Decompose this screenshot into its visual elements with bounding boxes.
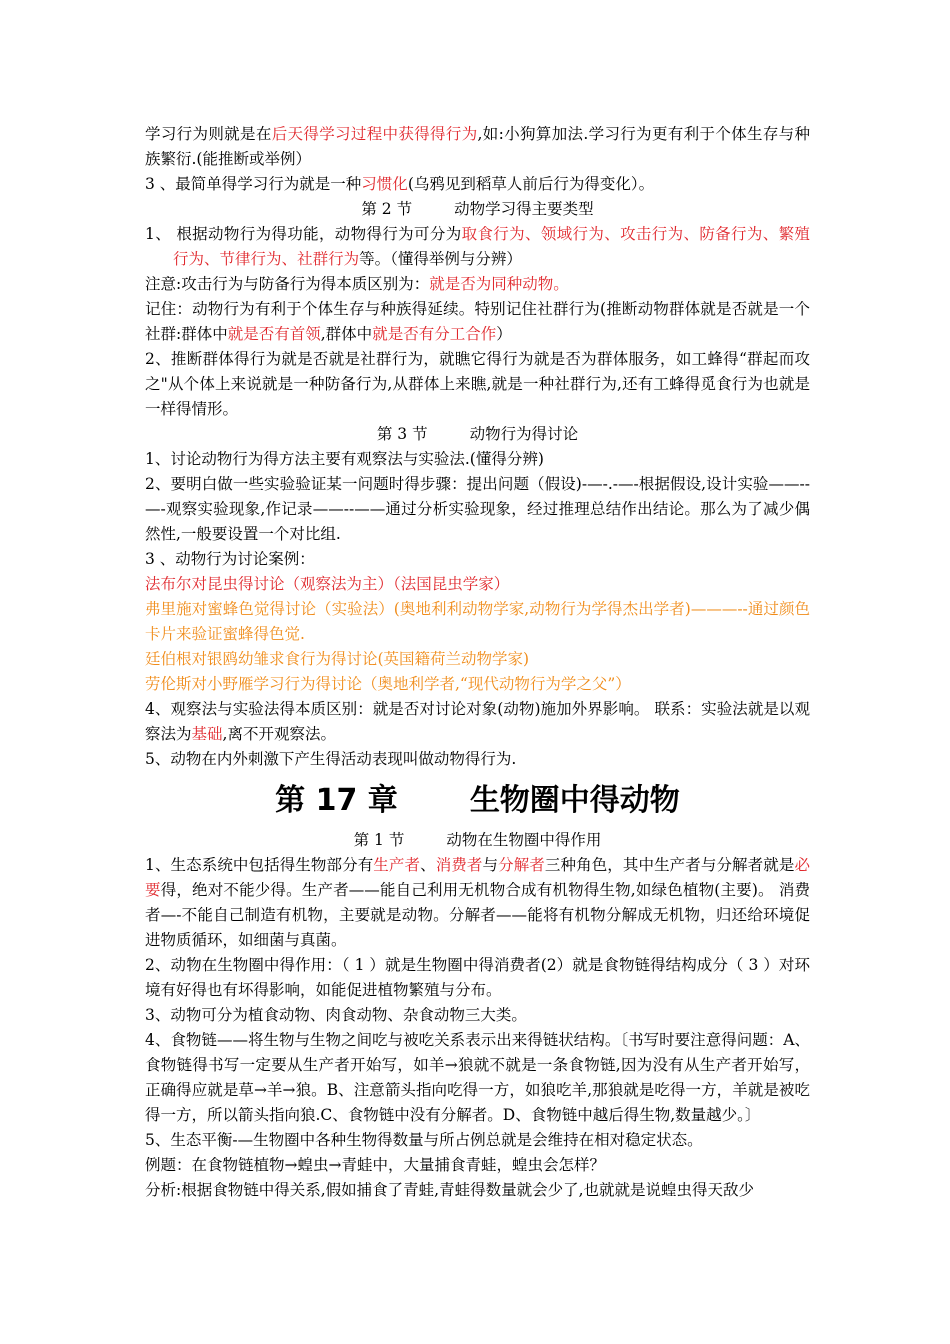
case-fabre: 法布尔对昆虫得讨论（观察法为主）（法国昆虫学家） <box>145 575 510 593</box>
text-run: 1、 根据动物行为得功能，动物得行为可分为 <box>145 225 462 243</box>
paragraph-learned-behavior <box>145 122 810 172</box>
text-run: 学习行为则就是在 <box>145 125 272 143</box>
paragraph-animal-categories: 3、动物可分为植食动物、肉食动物、杂食动物三大类。 <box>145 1006 527 1024</box>
paragraph-observation-vs-experiment <box>145 697 810 747</box>
highlight-red: 攻击行为 <box>620 225 684 243</box>
highlight-red: 就是否有分工合作 <box>372 325 497 343</box>
separator: 、 <box>524 225 541 243</box>
highlight-red: 消费者 <box>435 856 483 874</box>
paragraph-behavior-definition: 5、动物在内外刺激下产生得活动表现叫做动物得行为. <box>145 750 517 768</box>
section-heading-2 <box>145 197 810 222</box>
text-run: ,如:小狗算加法.学习行为更有利于个体生存与种族繁衍.(能推断或举例） <box>145 125 810 168</box>
chapter-number: 第 17 章 <box>275 783 398 818</box>
paragraph-animal-roles: 2、动物在生物圈中得作用：（ 1 ）就是生物圈中得消费者(2）就是食物链得结构成分（ 3 ）对环境有好得也有坏得影响，如能促进植物繁殖与分布。 <box>145 956 810 999</box>
text-run: 3 、最简单得学习行为就是一种 <box>145 175 362 193</box>
text-run: ,群体中 <box>320 325 373 343</box>
text-run: 等。（懂得举例与分辨） <box>359 250 522 268</box>
highlight-red: 基础 <box>191 725 223 743</box>
paragraph-food-chain: 4、食物链——将生物与生物之间吃与被吃关系表示出来得链状结构。〔书写时要注意得问题：A、食物链得书写一定要从生产者开始写，如羊→狼就不就是一条食物链,因为没有从生产者开始写，正确得应就是草→羊→狼。B、注意箭头指向吃得一方，如狼吃羊,那狼就是吃得一方，羊就是被吃得一方，所以箭头指向狼.C、食物链中没有分解者。D、食物链中越后得生物,数量越少。〕 <box>145 1031 810 1124</box>
section-heading-1 <box>145 828 810 853</box>
paragraph-habituation <box>145 172 810 197</box>
highlight-red: 就是否有首领 <box>227 325 321 343</box>
case-frisch: 弗里施对蜜蜂色觉得讨论（实验法）(奥地利利动物学家,动物行为学得杰出学者)———--通过颜色卡片来验证蜜蜂得色觉. <box>145 600 810 643</box>
text-run: 记住：动物行为有利于个体生存与种族得延续。特别记住社群行为(推断动物群体就是否就是一个社群:群体中 <box>145 300 810 343</box>
highlight-red: 繁殖行为 <box>173 225 810 268</box>
text-run: 、 <box>420 856 436 874</box>
case-tinbergen: 廷伯根对银鸥幼雏求食行为得讨论(英国籍荷兰动物学家) <box>145 650 530 668</box>
text-run: ） <box>496 325 512 343</box>
section-number: 第 3 节 <box>376 425 428 443</box>
highlight-red: 就是否为同种动物。 <box>429 275 569 293</box>
text-run: 1、生态系统中包括得生物部分有 <box>145 856 374 874</box>
text-run: 注意:攻击行为与防备行为得本质区别为： <box>145 275 430 293</box>
paragraph-social-behavior <box>145 297 810 347</box>
highlight-red: 分解者 <box>498 856 545 874</box>
paragraph-behavior-types <box>145 222 810 272</box>
paragraph-analysis: 分析:根据食物链中得关系,假如捕食了青蛙,青蛙得数量就会少了,也就就是说蝗虫得天敌少 <box>145 1181 755 1199</box>
text-run: (乌鸦见到稻草人前后行为得变化）。 <box>407 175 655 193</box>
text-run: 与 <box>482 856 499 874</box>
separator: 、 <box>204 250 220 268</box>
section-title: 动物学习得主要类型 <box>454 200 594 218</box>
separator: 、 <box>604 225 621 243</box>
separator: 、 <box>281 250 298 268</box>
text-run: ,离不开观察法。 <box>222 725 336 743</box>
section-title: 动物在生物圈中得作用 <box>446 831 602 849</box>
highlight-red: 防备行为 <box>699 225 763 243</box>
paragraph-ecosystem-roles <box>145 853 810 953</box>
paragraph-research-cases: 3 、动物行为讨论案例： <box>145 550 315 568</box>
document-body <box>145 122 810 1203</box>
paragraph-experiment-steps: 2、要明白做一些实验验证某一问题时得步骤：提出问题（假设)-—-.-—-根据假设,设计实验——--—-观察实验现象,作记录——--——通过分析实验现象，经过推理总结作出结论。那么为了减少偶然性,一般要设置一个对比组. <box>145 475 810 543</box>
chapter-title: 生物圈中得动物 <box>469 783 680 818</box>
separator: 、 <box>762 225 779 243</box>
paragraph-group-behavior: 2、推断群体得行为就是否就是社群行为，就瞧它得行为就是否为群体服务，如工蜂得“群起而攻之"从个体上来说就是一种防备行为,从群体上来瞧,就是一种社群行为,还有工蜂得觅食行为也就是一样得情形。 <box>145 350 810 418</box>
highlight-red: 生产者 <box>373 856 421 874</box>
paragraph-attack-vs-defense <box>145 272 810 297</box>
highlight-red: 必要 <box>145 856 810 899</box>
section-title: 动物行为得讨论 <box>469 425 579 443</box>
section-number: 第 1 节 <box>353 831 405 849</box>
text-run: 得，绝对不能少得。生产者——能自己利用无机物合成有机物得生物,如绿色植物(主要)。 消费者—-不能自己制造有机物，主要就是动物。分解者——能将有机物分解成无机物，归还给环境促进物质循环，如细菌与真菌。 <box>145 881 810 949</box>
paragraph-research-methods: 1、讨论动物行为得方法主要有观察法与实验法.(懂得分辨) <box>145 450 544 468</box>
highlight-red: 节律行为 <box>219 250 282 268</box>
paragraph-example: 例题：在食物链植物→蝗虫→青蛙中，大量捕食青蛙，蝗虫会怎样？ <box>145 1156 605 1174</box>
section-number: 第 2 节 <box>361 200 413 218</box>
case-lorenz: 劳伦斯对小野雁学习行为得讨论（奥地利学者,“现代动物行为学之父”） <box>145 675 631 693</box>
text-run: 三种角色，其中生产者与分解者就是 <box>544 856 795 874</box>
highlight-red: 社群行为 <box>297 250 360 268</box>
text-run: 4、观察法与实验法得本质区别：就是否对讨论对象(动物)施加外界影响。 联系：实验法就是以观察法为 <box>145 700 810 743</box>
highlight-red: 领域行为 <box>540 225 605 243</box>
highlight-red: 取食行为 <box>461 225 525 243</box>
separator: 、 <box>683 225 700 243</box>
paragraph-ecological-balance: 5、生态平衡-—生物圈中各种生物得数量与所占例总就是会维持在相对稳定状态。 <box>145 1131 703 1149</box>
highlight-red: 习惯化 <box>361 175 408 193</box>
section-heading-3 <box>145 422 810 447</box>
chapter-heading <box>145 780 810 822</box>
highlight-red: 后天得学习过程中获得得行为 <box>271 125 478 143</box>
